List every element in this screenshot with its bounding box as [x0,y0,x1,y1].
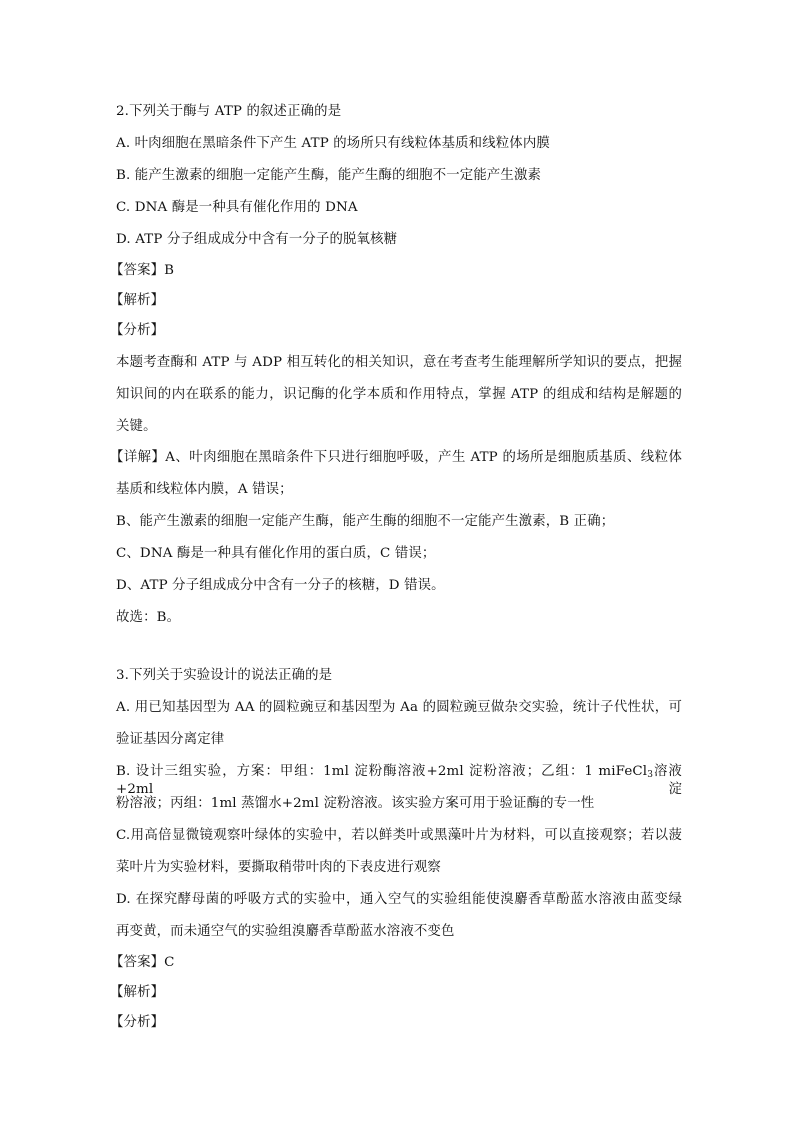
q3-stem: 3.下列关于实验设计的说法正确的是 [116,668,333,683]
q3-option-c-line-2: 菜叶片为实验材料，要撕取稍带叶肉的下表皮进行观察 [116,860,441,875]
q3-fenxi-heading: 【分析】 [110,1015,165,1030]
q3-option-b-line-2: 粉溶液；丙组：1ml 蒸馏水+2ml 淀粉溶液。该实验方案可用于验证酶的专一性 [116,796,595,811]
q3-option-d-line-2: 再变黄，而未通空气的实验组溴麝香草酚蓝水溶液不变色 [116,924,455,939]
q3-option-a-line-1: A. 用已知基因型为 AA 的圆粒豌豆和基因型为 Aa 的圆粒豌豆做杂交实验，统计子代性状，可 [116,700,682,715]
q2-stem: 2.下列关于酶与 ATP 的叙述正确的是 [116,104,342,119]
q3-option-b-text-1: B. 设计三组实验，方案：甲组：1ml 淀粉酶溶液+2ml 淀粉溶液；乙组：1 miFeCl [116,764,648,779]
q2-option-a: A. 叶肉细胞在黑暗条件下产生 ATP 的场所只有线粒体基质和线粒体内膜 [116,136,550,151]
q3-jiexi-heading: 【解析】 [110,985,165,1000]
q2-detail-line-3: B、能产生激素的细胞一定能产生酶，能产生酶的细胞不一定能产生激素，B 正确； [116,514,615,529]
q3-answer: 【答案】C [110,955,175,970]
q2-option-b: B. 能产生激素的细胞一定能产生酶，能产生酶的细胞不一定能产生激素 [116,168,542,183]
q3-option-b-subscript: 3 [647,770,654,780]
q2-analysis-line-2: 知识间的内在联系的能力，识记酶的化学本质和作用特点，掌握 ATP 的组成和结构是解题的 [116,387,682,402]
q2-answer: 【答案】B [110,263,175,278]
q2-detail-line-1: 【详解】A、叶肉细胞在黑暗条件下只进行细胞呼吸，产生 ATP 的场所是细胞质基质、线粒体 [110,450,682,465]
q2-jiexi-heading: 【解析】 [110,293,165,308]
q2-detail-line-4: C、DNA 酶是一种具有催化作用的蛋白质，C 错误； [116,546,436,561]
q2-analysis-line-3: 关键。 [116,419,157,434]
q3-option-b-text-2: 溶液+2ml 淀 [116,764,682,797]
q2-detail-line-2: 基质和线粒体内膜，A 错误； [116,482,293,497]
q3-option-a-line-2: 验证基因分离定律 [116,732,225,747]
q2-fenxi-heading: 【分析】 [110,323,165,338]
q2-analysis-line-1: 本题考查酶和 ATP 与 ADP 相互转化的相关知识，意在考查考生能理解所学知识的要点，把握 [116,355,682,370]
q2-detail-line-6: 故选：B。 [116,610,181,625]
q3-option-d-line-1: D. 在探究酵母菌的呼吸方式的实验中，通入空气的实验组能使溴麝香草酚蓝水溶液由蓝变绿 [116,892,682,907]
q3-option-b-line-1 [116,763,682,799]
q2-option-d: D. ATP 分子组成成分中含有一分子的脱氧核糖 [116,232,398,247]
q2-detail-line-5: D、ATP 分子组成成分中含有一分子的核糖，D 错误。 [116,578,445,593]
q2-option-c: C. DNA 酶是一种具有催化作用的 DNA [116,200,358,215]
q3-option-c-line-1: C.用高倍显微镜观察叶绿体的实验中，若以鲜类叶或黑藻叶片为材料，可以直接观察；若以菠 [116,828,682,843]
